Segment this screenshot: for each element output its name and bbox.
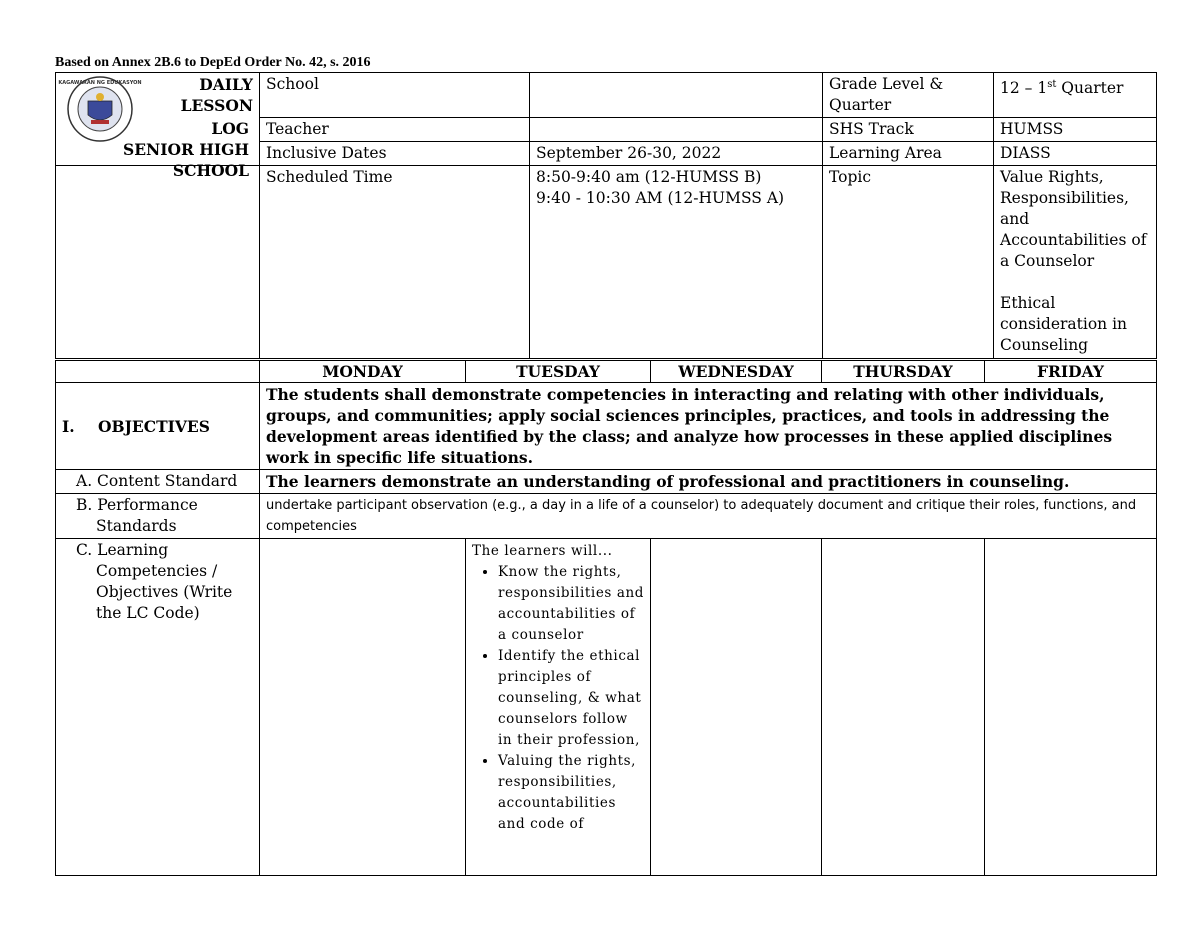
- teacher-label: Teacher: [260, 118, 530, 142]
- content-standard-label: A. Content Standard: [56, 470, 260, 494]
- lc-item: • Identify the ethical principles of counseling, & what counselors follow in their profession,: [498, 646, 644, 751]
- day-thursday: THURSDAY: [822, 361, 985, 383]
- dll-title-daily: DAILY: [199, 75, 253, 94]
- school-value: [530, 73, 823, 118]
- time-value: [530, 166, 823, 359]
- objectives-heading: [56, 383, 260, 470]
- day-friday: FRIDAY: [985, 361, 1157, 383]
- dll-title-log: LOG: [211, 119, 249, 138]
- day-tuesday: TUESDAY: [466, 361, 651, 383]
- topic-value: [994, 166, 1157, 359]
- lc-thursday: [822, 539, 985, 876]
- lc-item: • Valuing the rights, responsibilities, accountabilities and code of: [498, 751, 644, 835]
- svg-text:KAGAWARAN NG EDUKASYON: KAGAWARAN NG EDUKASYON: [58, 80, 142, 86]
- grade-value: 12 – 1st Quarter: [994, 73, 1157, 118]
- lc-monday: [260, 539, 466, 876]
- day-wednesday: WEDNESDAY: [651, 361, 822, 383]
- lc-wednesday: [651, 539, 822, 876]
- topic-value-1: Value Rights, Responsibilities, and Accountabilities of a Counselor: [1000, 168, 1147, 270]
- area-value: DIASS: [994, 142, 1157, 166]
- objectives-title: OBJECTIVES: [98, 416, 210, 436]
- dll-title-shs: SENIOR HIGH SCHOOL: [123, 140, 249, 180]
- school-label: School: [260, 73, 530, 118]
- track-value: HUMSS: [994, 118, 1157, 142]
- performance-standards-text: undertake participant observation (e.g., a day in a life of a counselor) to adequately document and critique their roles, functions, and competencies: [260, 494, 1157, 539]
- corner-cell: [56, 361, 260, 383]
- dates-value: September 26-30, 2022: [530, 142, 823, 166]
- lc-tuesday: [466, 539, 651, 876]
- learning-competencies-label: C. Learning Competencies / Objectives (Write the LC Code): [56, 539, 260, 876]
- teacher-value: [530, 118, 823, 142]
- lc-list: [472, 562, 644, 835]
- time-label: Scheduled Time: [260, 166, 530, 359]
- dll-title-continued: [56, 166, 260, 359]
- grade-label: Grade Level & Quarter: [823, 73, 994, 118]
- lc-item: • Know the rights, responsibilities and accountabilities of a counselor: [498, 562, 644, 646]
- topic-value-2: Ethical consideration in Counseling: [1000, 294, 1128, 354]
- time-value-a: 9:40 - 10:30 AM (12-HUMSS A): [536, 189, 785, 207]
- lc-friday: [985, 539, 1157, 876]
- objectives-number: I.: [62, 416, 75, 436]
- performance-standards-label: B. Performance Standards: [56, 494, 260, 539]
- lc-intro: The learners will...: [472, 543, 613, 559]
- header-table: [55, 72, 1157, 359]
- dll-title-lesson: LESSON: [180, 96, 253, 115]
- content-standard-text: The learners demonstrate an understanding of professional and practitioners in counseling.: [260, 470, 1157, 494]
- objectives-text: The students shall demonstrate competencies in interacting and relating with other individuals, groups, and communities; apply social sciences principles, practices, and tools in addressing the development areas identified by the class; and analyze how processes in these applied disciplines work in specific life situations.: [260, 383, 1157, 470]
- lesson-table: [55, 360, 1157, 876]
- topic-label: Topic: [823, 166, 994, 359]
- annex-reference: Based on Annex 2B.6 to DepEd Order No. 42, s. 2016: [55, 55, 371, 70]
- time-value-b: 8:50-9:40 am (12-HUMSS B): [536, 168, 762, 186]
- track-label: SHS Track: [823, 118, 994, 142]
- day-monday: MONDAY: [260, 361, 466, 383]
- dates-label: Inclusive Dates: [260, 142, 530, 166]
- area-label: Learning Area: [823, 142, 994, 166]
